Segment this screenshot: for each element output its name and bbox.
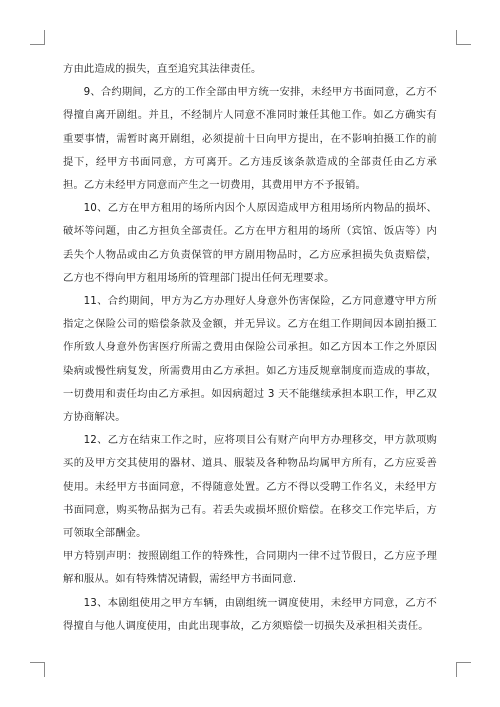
crop-mark-top-right [456,30,471,45]
paragraph-clause-9: 9、合约期间，乙方的工作全部由甲方统一安排，未经甲方书面同意，乙方不得擅自离开剧组。并且，不经制片人同意不准同时兼任其他工作。如乙方确实有重要事情，需暂时离开剧组，必须提前十日向甲方提出，在不影响拍摄工作的前提下，经甲方书面同意，方可离开。乙方违反该条款造成的全部责任由乙方承担。乙方未经甲方同意而产生之一切费用，其费用甲方不予报销。 [63,86,437,192]
paragraph-clause-11: 11、合约期间，甲方为乙方办理好人身意外伤害保险，乙方同意遵守甲方所指定之保险公司的赔偿条款及金额，并无异议。乙方在组工作期间因本剧拍摄工作所致人身意外伤害医疗所需之费用由保险公司承担。如乙方因本工作之外原因染病或慢性病复发，所需费用由乙方承担。如乙方违反规章制度而造成的事故，一切费用和责任均由乙方承担。如因病超过 3 天不能继续承担本职工作，甲乙双方协商解决。 [63,295,437,424]
paragraph-clause-12: 12、乙方在结束工作之时，应将项目公有财产向甲方办理移交，甲方款项购买的及甲方交其使用的器材、道具、服装及各种物品均属甲方所有，乙方应妥善使用。未经甲方书面同意，不得随意处置。乙方不得以受聘工作名义，未经甲方书面同意，购买物品据为己有。若丢失或损坏照价赔偿。在移交工作完毕后，方可领取全部酬金。 [63,434,437,540]
crop-mark-bottom-left [30,662,45,677]
document-body [63,58,437,638]
paragraph-special-statement: 甲方特别声明：按照剧组工作的特殊性，合同期内一律不过节假日，乙方应予理解和服从。如有特殊情况请假，需经甲方书面同意. [63,550,437,586]
paragraph-clause-13: 13、本剧组使用之甲方车辆，由剧组统一调度使用，未经甲方同意，乙方不得擅自与他人调度使用，由此出现事故，乙方须赔偿一切损失及承担相关责任。 [63,596,437,632]
crop-mark-bottom-right [456,662,471,677]
crop-mark-top-left [30,30,45,45]
paragraph-clause-10: 10、乙方在甲方租用的场所内因个人原因造成甲方租用场所内物品的损坏、破坏等问题，由乙方担负全部责任。乙方在甲方租用的场所（宾馆、饭店等）内丢失个人物品或由乙方负责保管的甲方剧用物品时，乙方应承担损失负责赔偿，乙方也不得向甲方租用场所的管理部门提出任何无理要求。 [63,202,437,284]
paragraph-continuation: 方由此造成的损失，直至追究其法律责任。 [63,63,262,75]
